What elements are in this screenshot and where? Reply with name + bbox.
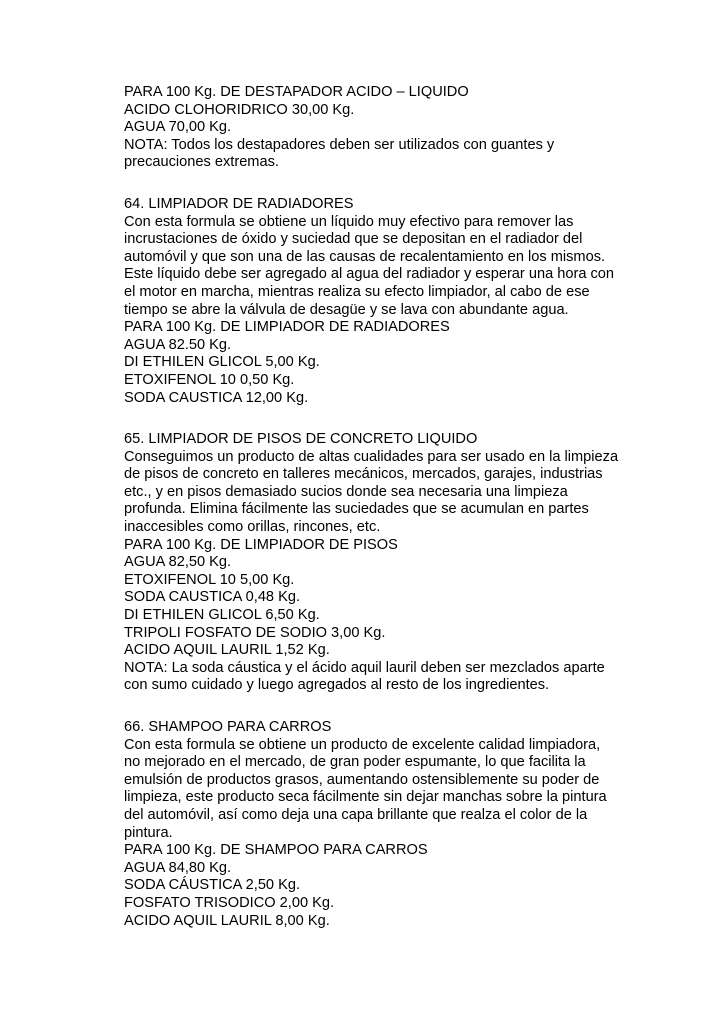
paragraph-line: profunda. Elimina fácilmente las suciedades que se acumulan en partes (124, 501, 589, 518)
section-spacer (124, 172, 644, 196)
paragraph-line: de pisos de concreto en talleres mecánicos, mercados, garajes, industrias (124, 466, 603, 483)
formula-heading: PARA 100 Kg. DE LIMPIADOR DE RADIADORES (124, 319, 450, 336)
document-page (124, 84, 644, 930)
paragraph-line: Con esta formula se obtiene un líquido muy efectivo para remover las (124, 213, 574, 230)
ingredient-line: DI ETHILEN GLICOL 6,50 Kg. (124, 607, 320, 624)
ingredient-line: SODA CÁUSTICA 2,50 Kg. (124, 877, 301, 894)
section-title: 64. LIMPIADOR DE RADIADORES (124, 195, 354, 212)
ingredient-line: AGUA 82.50 Kg. (124, 336, 232, 353)
section-title: 66. SHAMPOO PARA CARROS (124, 719, 332, 735)
ingredient-line: ACIDO AQUIL LAURIL 1,52 Kg. (124, 642, 330, 659)
note-line: precauciones extremas. (124, 154, 279, 171)
note-line: NOTA: Todos los destapadores deben ser utilizados con guantes y (124, 136, 555, 153)
section-shampoo-carros (124, 719, 644, 930)
ingredient-line: ACIDO AQUIL LAURIL 8,00 Kg. (124, 912, 330, 929)
paragraph-line: etc., y en pisos demasiado sucios donde sea necesaria una limpieza (124, 483, 568, 500)
paragraph-line: emulsión de productos grasos, aumentando ostensiblemente su poder de (124, 771, 600, 788)
paragraph-line: Con esta formula se obtiene un producto de excelente calidad limpiadora, (124, 736, 601, 753)
section-spacer (124, 695, 644, 719)
note-line: con sumo cuidado y luego agregados al resto de los ingredientes. (124, 677, 550, 694)
paragraph-line: Este líquido debe ser agregado al agua del radiador y esperar una hora con (124, 266, 615, 283)
note-line: NOTA: La soda cáustica y el ácido aquil lauril deben ser mezclados aparte (124, 659, 605, 676)
ingredient-line: ETOXIFENOL 10 5,00 Kg. (124, 571, 295, 588)
ingredient-line: AGUA 84,80 Kg. (124, 859, 232, 876)
formula-heading: PARA 100 Kg. DE DESTAPADOR ACIDO – LIQUIDO (124, 84, 469, 100)
formula-heading: PARA 100 Kg. DE SHAMPOO PARA CARROS (124, 842, 428, 859)
section-limpiador-radiadores (124, 196, 644, 407)
paragraph-line: limpieza, este producto seca fácilmente sin dejar manchas sobre la pintura (124, 789, 607, 806)
paragraph-line: del automóvil, así como deja una capa brillante que realza el color de la (124, 806, 588, 823)
section-limpiador-pisos (124, 431, 644, 695)
paragraph-line: tiempo se abre la válvula de desagüe y se lava con abundante agua. (124, 301, 569, 318)
ingredient-line: TRIPOLI FOSFATO DE SODIO 3,00 Kg. (124, 624, 386, 641)
paragraph-line: no mejorado en el mercado, de gran poder espumante, lo que facilita la (124, 754, 586, 771)
paragraph-line: el motor en marcha, mientras realiza su efecto limpiador, al cabo de ese (124, 283, 590, 300)
formula-heading: PARA 100 Kg. DE LIMPIADOR DE PISOS (124, 536, 398, 553)
ingredient-line: DI ETHILEN GLICOL 5,00 Kg. (124, 354, 320, 371)
ingredient-line: AGUA 82,50 Kg. (124, 554, 232, 571)
ingredient-line: ACIDO CLOHORIDRICO 30,00 Kg. (124, 101, 355, 118)
ingredient-line: FOSFATO TRISODICO 2,00 Kg. (124, 894, 335, 911)
section-title: 65. LIMPIADOR DE PISOS DE CONCRETO LIQUIDO (124, 431, 478, 448)
paragraph-line: inaccesibles como orillas, rincones, etc. (124, 519, 381, 536)
paragraph-line: Conseguimos un producto de altas cualidades para ser usado en la limpieza (124, 448, 619, 465)
paragraph-line: automóvil y que son una de las causas de recalentamiento en los mismos. (124, 248, 606, 265)
paragraph-line: pintura. (124, 824, 173, 841)
ingredient-line: SODA CAUSTICA 12,00 Kg. (124, 389, 309, 406)
ingredient-line: ETOXIFENOL 10 0,50 Kg. (124, 371, 295, 388)
section-spacer (124, 407, 644, 431)
paragraph-line: incrustaciones de óxido y suciedad que se depositan en el radiador del (124, 231, 583, 248)
ingredient-line: AGUA 70,00 Kg. (124, 119, 232, 136)
section-destapador-acido (124, 84, 644, 172)
ingredient-line: SODA CAUSTICA 0,48 Kg. (124, 589, 301, 606)
